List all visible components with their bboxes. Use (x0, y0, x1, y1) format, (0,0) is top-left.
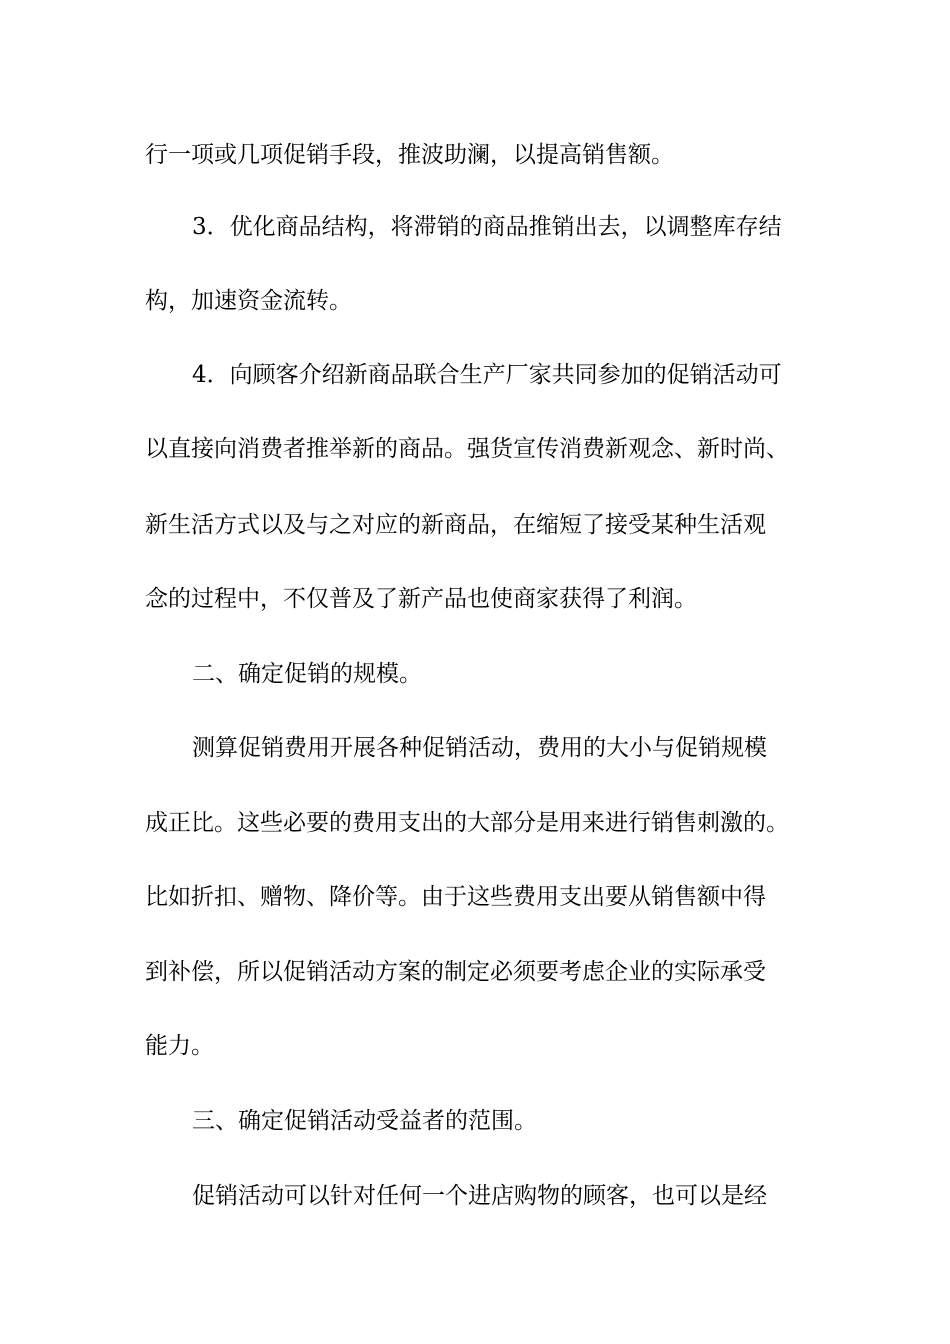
text-line-15: 促销活动可以针对任何一个进店购物的顾客，也可以是经 (192, 1183, 767, 1209)
text-line-9: 测算促销费用开展各种促销活动，费用的大小与促销规模 (192, 735, 767, 761)
text-line-13: 能力。 (145, 1033, 214, 1059)
text-line-10: 成正比。这些必要的费用支出的大部分是用来进行销售刺激的。 (145, 810, 789, 836)
text-line-12: 到补偿，所以促销活动方案的制定必须要考虑企业的实际承受 (145, 959, 766, 985)
text-line-3: 构，加速资金流转。 (145, 288, 352, 314)
text-line-11: 比如折扣、赠物、降价等。由于这些费用支出要从销售额中得 (145, 884, 766, 910)
text-line-4: 4．向顾客介绍新商品联合生产厂家共同参加的促销活动可 (192, 362, 782, 388)
section-heading-2: 二、确定促销的规模。 (192, 661, 422, 687)
section-heading-3: 三、确定促销活动受益者的范围。 (192, 1108, 537, 1134)
text-line-7: 念的过程中，不仅普及了新产品也使商家获得了利润。 (145, 586, 697, 612)
text-line-1: 行一项或几项促销手段，推波助澜，以提高销售额。 (145, 142, 674, 168)
text-line-2: 3．优化商品结构，将滞销的商品推销出去，以调整库存结 (192, 214, 782, 240)
text-line-5: 以直接向消费者推举新的商品。强货宣传消费新观念、新时尚、 (145, 436, 789, 462)
text-line-6: 新生活方式以及与之对应的新商品，在缩短了接受某种生活观 (145, 512, 766, 538)
